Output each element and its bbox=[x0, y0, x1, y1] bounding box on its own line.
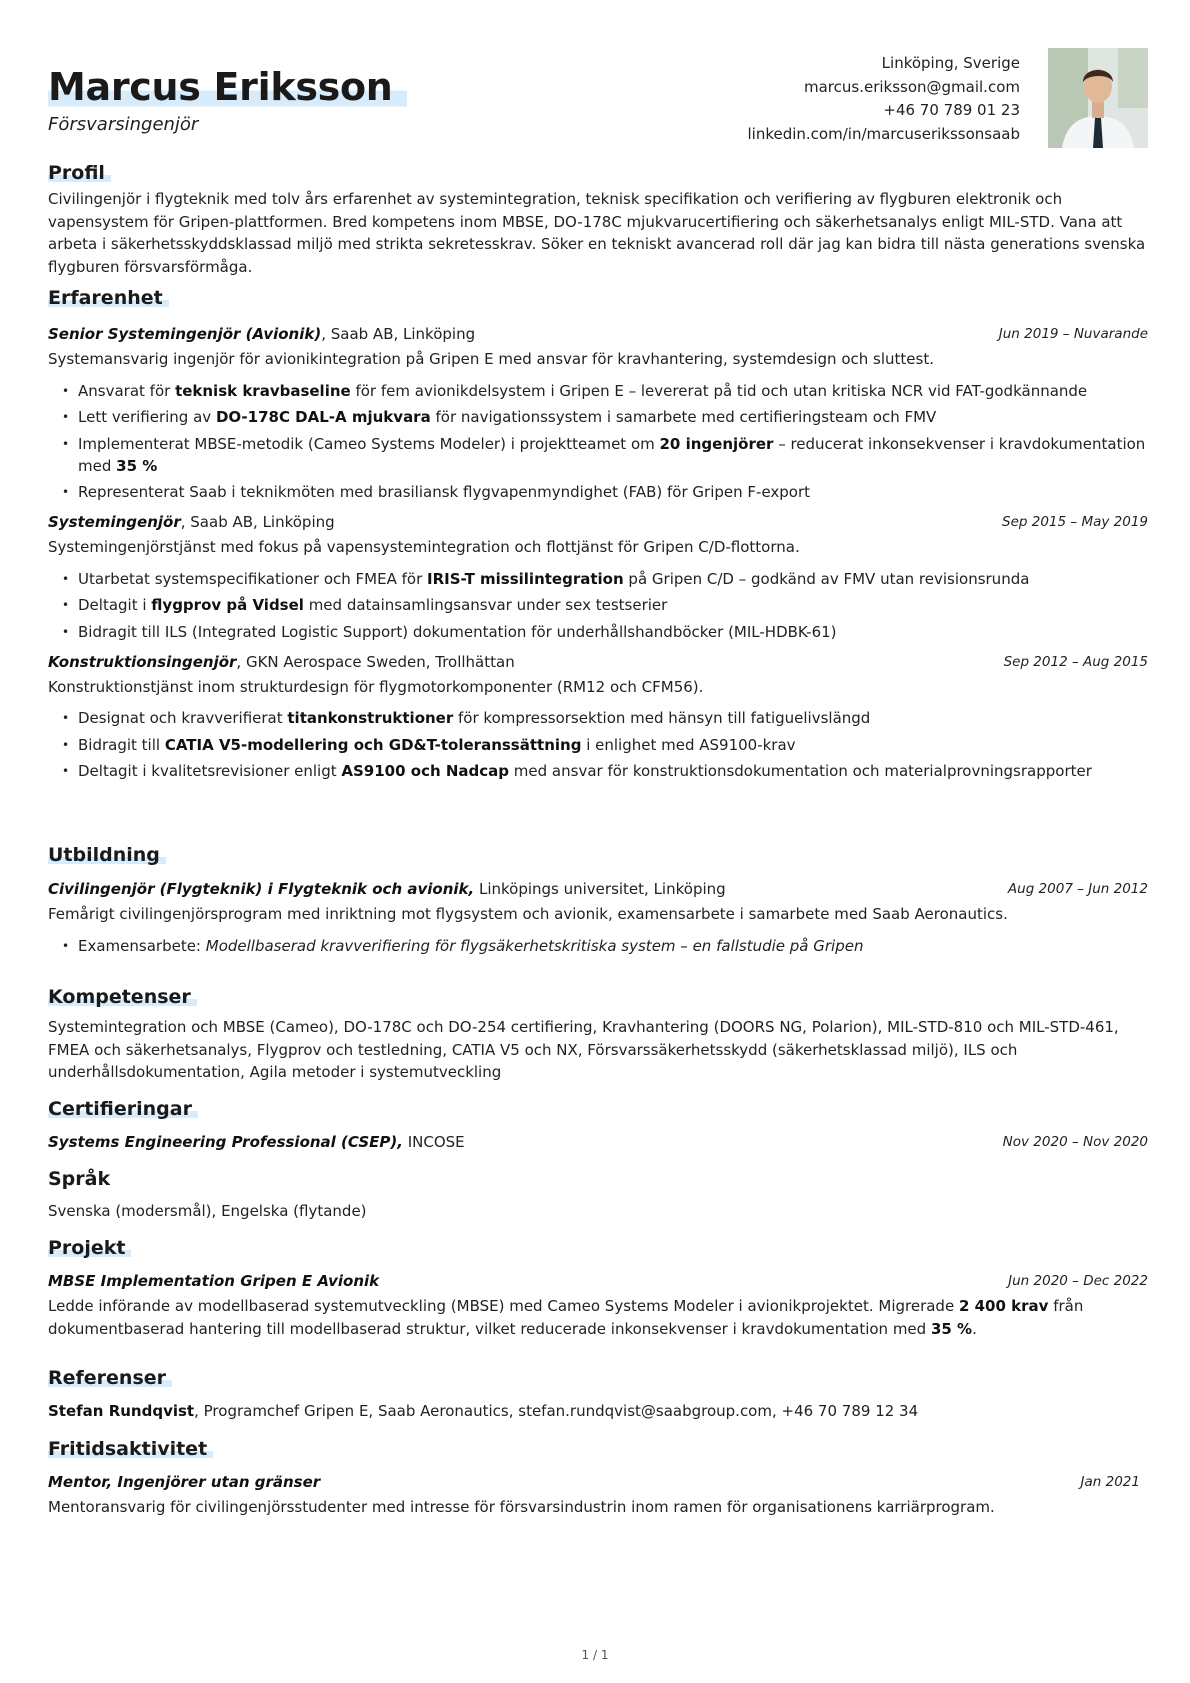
reference-name: Stefan Rundqvist bbox=[48, 1402, 195, 1420]
languages-heading: Språk bbox=[48, 1168, 111, 1190]
entry-header bbox=[48, 1270, 1148, 1292]
list-item: • Deltagit i flygprov på Vidsel med datainsamlingsansvar under sex testserier bbox=[48, 594, 1148, 616]
entry-role: Systemingenjör bbox=[48, 513, 181, 531]
entry-role: Konstruktionsingenjör bbox=[48, 652, 237, 671]
person-portrait-icon bbox=[1048, 48, 1148, 148]
page-number: 1 / 1 bbox=[581, 1648, 609, 1662]
entry-org: , Saab AB, Linköping bbox=[321, 325, 476, 343]
school-name: Linköpings universitet, Linköping bbox=[474, 880, 726, 898]
entry-date: Nov 2020 – Nov 2020 bbox=[1002, 1134, 1148, 1150]
skills-section bbox=[48, 984, 1148, 1084]
languages-section bbox=[48, 1166, 1148, 1223]
profile-section bbox=[48, 160, 1148, 278]
projects-section bbox=[48, 1235, 1148, 1340]
list-item: • Ansvarat för teknisk kravbaseline för fem avionikdelsystem i Gripen E – levererat på tid och utan kritiska NCR vid FAT-godkännande bbox=[48, 380, 1148, 402]
entry-date: Jun 2020 – Dec 2022 bbox=[1008, 1273, 1148, 1289]
education-heading: Utbildning bbox=[48, 844, 166, 866]
entry-date: Jun 2019 – Nuvarande bbox=[998, 326, 1148, 342]
entry-role: Senior Systemingenjör (Avionik) bbox=[48, 325, 322, 343]
list-item: • Lett verifiering av DO-178C DAL-A mjukvara för navigationssystem i samarbete med certifieringsteam och FMV bbox=[48, 406, 1148, 428]
entry-header bbox=[48, 1471, 1148, 1493]
entry-org: , Saab AB, Linköping bbox=[180, 513, 335, 531]
list-item: • Examensarbete: Modellbaserad kravverifiering för flygsäkerhetskritiska system – en fallstudie på Gripen bbox=[48, 935, 1148, 957]
reference-details: , Programchef Gripen E, Saab Aeronautics, stefan.rundqvist@saabgroup.com, +46 70 789 12 34 bbox=[194, 1402, 919, 1420]
entry-org: , GKN Aerospace Sweden, Trollhättan bbox=[236, 652, 515, 671]
contact-phone[interactable]: +46 70 789 01 23 bbox=[883, 101, 1020, 119]
profile-photo bbox=[1048, 48, 1148, 148]
list-item: • Designat och kravverifierat titankonstruktioner för kompressorsektion med hänsyn till fatiguelivslängd bbox=[48, 707, 1148, 729]
entry-summary: Systemingenjörstjänst med fokus på vapensystemintegration och flottjänst för Gripen C/D-flottorna. bbox=[48, 538, 800, 556]
entry-summary: Systemansvarig ingenjör för avionikintegration på Gripen E med ansvar för kravhantering, systemdesign och sluttest. bbox=[48, 350, 934, 368]
project-name: MBSE Implementation Gripen E Avionik bbox=[48, 1272, 380, 1290]
job-title: Försvarsingenjör bbox=[48, 114, 199, 135]
experience-section bbox=[48, 285, 1148, 787]
entry-header bbox=[48, 511, 1148, 533]
projects-heading: Projekt bbox=[48, 1237, 131, 1259]
experience-entry bbox=[48, 651, 1148, 783]
certification-name: Systems Engineering Professional (CSEP), bbox=[48, 1133, 403, 1151]
contact-block bbox=[748, 52, 1021, 146]
skills-heading: Kompetenser bbox=[48, 986, 197, 1008]
languages-text: Svenska (modersmål), Engelska (flytande) bbox=[48, 1202, 367, 1220]
references-heading: Referenser bbox=[48, 1367, 172, 1389]
entry-date: Sep 2012 – Aug 2015 bbox=[1003, 653, 1148, 670]
project-text: Ledde införande av modellbaserad systemutveckling (MBSE) med Cameo Systems Modeler i avionikprojektet. Migrerade 2 400 krav från dokumentbaserad hantering till modellbaserad struktur, vilket reducerade inkonsekvenser i kravdokumentation med 35 %. bbox=[48, 1297, 1084, 1338]
entry-date: Sep 2015 – May 2019 bbox=[1002, 514, 1148, 530]
entry-header bbox=[48, 1131, 1148, 1153]
leisure-role: Mentor, Ingenjörer utan gränser bbox=[48, 1473, 321, 1491]
resume-header bbox=[48, 0, 1148, 160]
education-section bbox=[48, 842, 1148, 961]
entry-date: Jan 2021 bbox=[1080, 1474, 1140, 1490]
contact-email[interactable]: marcus.eriksson@gmail.com bbox=[803, 77, 1020, 96]
experience-entry bbox=[48, 323, 1148, 503]
skills-text: Systemintegration och MBSE (Cameo), DO-178C och DO-254 certifiering, Kravhantering (DOORS NG, Polarion), MIL-STD-810 och MIL-STD-461, FMEA och säkerhetsanalys, Flygprov och testledning, CATIA V5 och NX, Försvarssäkerhetsskydd (säkerhetsklassad miljö), ILS och underhållsdokumentation, Agila metoder i systemutveckling bbox=[48, 1018, 1119, 1081]
profile-heading: Profil bbox=[48, 162, 111, 184]
entry-header bbox=[48, 651, 1148, 673]
resume-content bbox=[48, 0, 1148, 1516]
entry-summary: Femårigt civilingenjörsprogram med inriktning mot flygsystem och avionik, examensarbete i samarbete med Saab Aeronautics. bbox=[48, 905, 1008, 923]
contact-linkedin[interactable]: linkedin.com/in/marcuserikssonsaab bbox=[747, 124, 1020, 143]
leisure-text: Mentoransvarig för civilingenjörsstudenter med intresse för försvarsindustrin inom ramen för organisationens karriärprogram. bbox=[48, 1498, 995, 1516]
entry-bullets bbox=[48, 380, 1148, 504]
leisure-heading: Fritidsaktivitet bbox=[48, 1438, 213, 1460]
experience-heading: Erfarenhet bbox=[48, 287, 169, 309]
entry-bullets bbox=[48, 935, 1148, 957]
leisure-section bbox=[48, 1436, 1148, 1519]
certification-issuer: INCOSE bbox=[402, 1133, 465, 1151]
certifications-section bbox=[48, 1096, 1148, 1153]
entry-date: Aug 2007 – Jun 2012 bbox=[1007, 881, 1148, 897]
person-name: Marcus Eriksson bbox=[48, 64, 407, 110]
experience-entry bbox=[48, 511, 1148, 643]
list-item: • Implementerat MBSE-metodik (Cameo Systems Modeler) i projektteamet om 20 ingenjörer – reducerat inkonsekvenser i kravdokumentation med 35 % bbox=[48, 433, 1148, 477]
profile-text: Civilingenjör i flygteknik med tolv års erfarenhet av systemintegration, teknisk specifikation och verifiering av flygburen elektronik och vapensystem för Gripen-plattformen. Bred kompetens inom MBSE, DO-178C mjukvarucertifiering och säkerhetsanalys enligt MIL-STD. Vana att arbeta i säkerhetsskyddsklassad miljö med strikta sekretesskrav. Söker en tekniskt avancerad roll där jag kan bidra till nästa generations svenska flygburen försvarsförmåga. bbox=[48, 190, 1146, 276]
degree-name: Civilingenjör (Flygteknik) i Flygteknik och avionik, bbox=[48, 880, 475, 898]
references-section bbox=[48, 1365, 1148, 1423]
list-item: • Bidragit till CATIA V5-modellering och GD&T-toleranssättning i enlighet med AS9100-krav bbox=[48, 734, 1148, 756]
list-item: • Representerat Saab i teknikmöten med brasiliansk flygvapenmyndighet (FAB) för Gripen F-export bbox=[48, 481, 1148, 503]
reference-entry bbox=[48, 1400, 1148, 1423]
entry-header bbox=[48, 878, 1148, 900]
list-item: • Utarbetat systemspecifikationer och FMEA för IRIS-T missilintegration på Gripen C/D – godkänd av FMV utan revisionsrunda bbox=[48, 568, 1148, 590]
contact-location: Linköping, Sverige bbox=[881, 54, 1020, 72]
list-item: • Deltagit i kvalitetsrevisioner enligt AS9100 och Nadcap med ansvar för konstruktionsdokumentation och materialprovningsrapporter bbox=[48, 760, 1148, 782]
entry-header bbox=[48, 323, 1148, 345]
list-item: • Bidragit till ILS (Integrated Logistic Support) dokumentation för underhållshandböcker (MIL-HDBK-61) bbox=[48, 621, 1148, 643]
certifications-heading: Certifieringar bbox=[48, 1098, 198, 1120]
entry-bullets bbox=[48, 568, 1148, 643]
entry-summary: Konstruktionstjänst inom strukturdesign för flygmotorkomponenter (RM12 och CFM56). bbox=[48, 677, 704, 696]
entry-bullets bbox=[48, 707, 1148, 782]
